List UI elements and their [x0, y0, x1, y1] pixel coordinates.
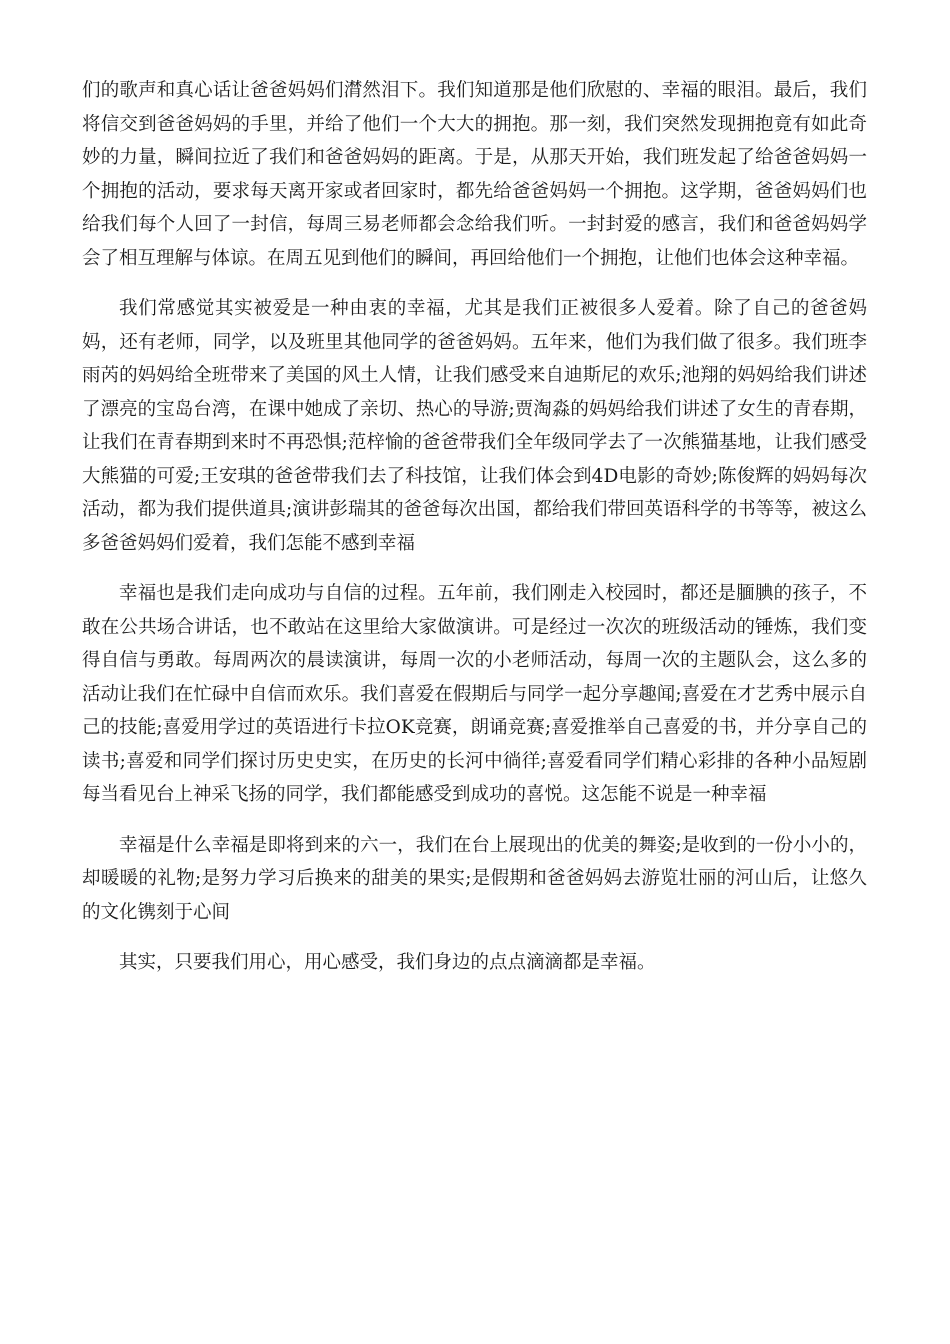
paragraph-4: 幸福是什么幸福是即将到来的六一，我们在台上展现出的优美的舞姿;是收到的一份小小的，却暖暖的礼物;是努力学习后换来的甜美的果实;是假期和爸爸妈妈去游览壮丽的河山后，让悠久的文化镌刻于心间: [82, 834, 867, 923]
document-body: [82, 74, 867, 997]
paragraph-1: 们的歌声和真心话让爸爸妈妈们潸然泪下。我们知道那是他们欣慰的、幸福的眼泪。最后，我们将信交到爸爸妈妈的手里，并给了他们一个大大的拥抱。那一刻，我们突然发现拥抱竟有如此奇妙的力量，瞬间拉近了我们和爸爸妈妈的距离。于是，从那天开始，我们班发起了给爸爸妈妈一个拥抱的活动，要求每天离开家或者回家时，都先给爸爸妈妈一个拥抱。这学期，爸爸妈妈们也给我们每个人回了一封信，每周三易老师都会念给我们听。一封封爱的感言，我们和爸爸妈妈学会了相互理解与体谅。在周五见到他们的瞬间，再回给他们一个拥抱，让他们也体会这种幸福。: [82, 80, 867, 269]
paragraph-3: 幸福也是我们走向成功与自信的过程。五年前，我们刚走入校园时，都还是腼腆的孩子，不敢在公共场合讲话，也不敢站在这里给大家做演讲。可是经过一次次的班级活动的锤炼，我们变得自信与勇敢。每周两次的晨读演讲，每周一次的小老师活动，每周一次的主题队会，这么多的活动让我们在忙碌中自信而欢乐。我们喜爱在假期后与同学一起分享趣闻;喜爱在才艺秀中展示自己的技能;喜爱用学过的英语进行卡拉OK竞赛，朗诵竞赛;喜爱推举自己喜爱的书，并分享自己的读书;喜爱和同学们探讨历史史实，在历史的长河中徜徉;喜爱看同学们精心彩排的各种小品短剧每当看见台上神采飞扬的同学，我们都能感受到成功的喜悦。这怎能不说是一种幸福: [82, 583, 867, 805]
paragraph-5: 其实，只要我们用心，用心感受，我们身边的点点滴滴都是幸福。: [119, 952, 656, 973]
paragraph-2: 我们常感觉其实被爱是一种由衷的幸福，尤其是我们正被很多人爱着。除了自己的爸爸妈妈，还有老师，同学，以及班里其他同学的爸爸妈妈。五年来，他们为我们做了很多。我们班李雨芮的妈妈给全班带来了美国的风土人情，让我们感受来自迪斯尼的欢乐;池翔的妈妈给我们讲述了漂亮的宝岛台湾，在课中她成了亲切、热心的导游;贾淘淼的妈妈给我们讲述了女生的青春期，让我们在青春期到来时不再恐惧;范梓愉的爸爸带我们全年级同学去了一次熊猫基地，让我们感受大熊猫的可爱;王安琪的爸爸带我们去了科技馆，让我们体会到4D电影的奇妙;陈俊辉的妈妈每次活动，都为我们提供道具;演讲彭瑞其的爸爸每次出国，都给我们带回英语科学的书等等，被这么多爸爸妈妈们爱着，我们怎能不感到幸福: [82, 298, 867, 554]
